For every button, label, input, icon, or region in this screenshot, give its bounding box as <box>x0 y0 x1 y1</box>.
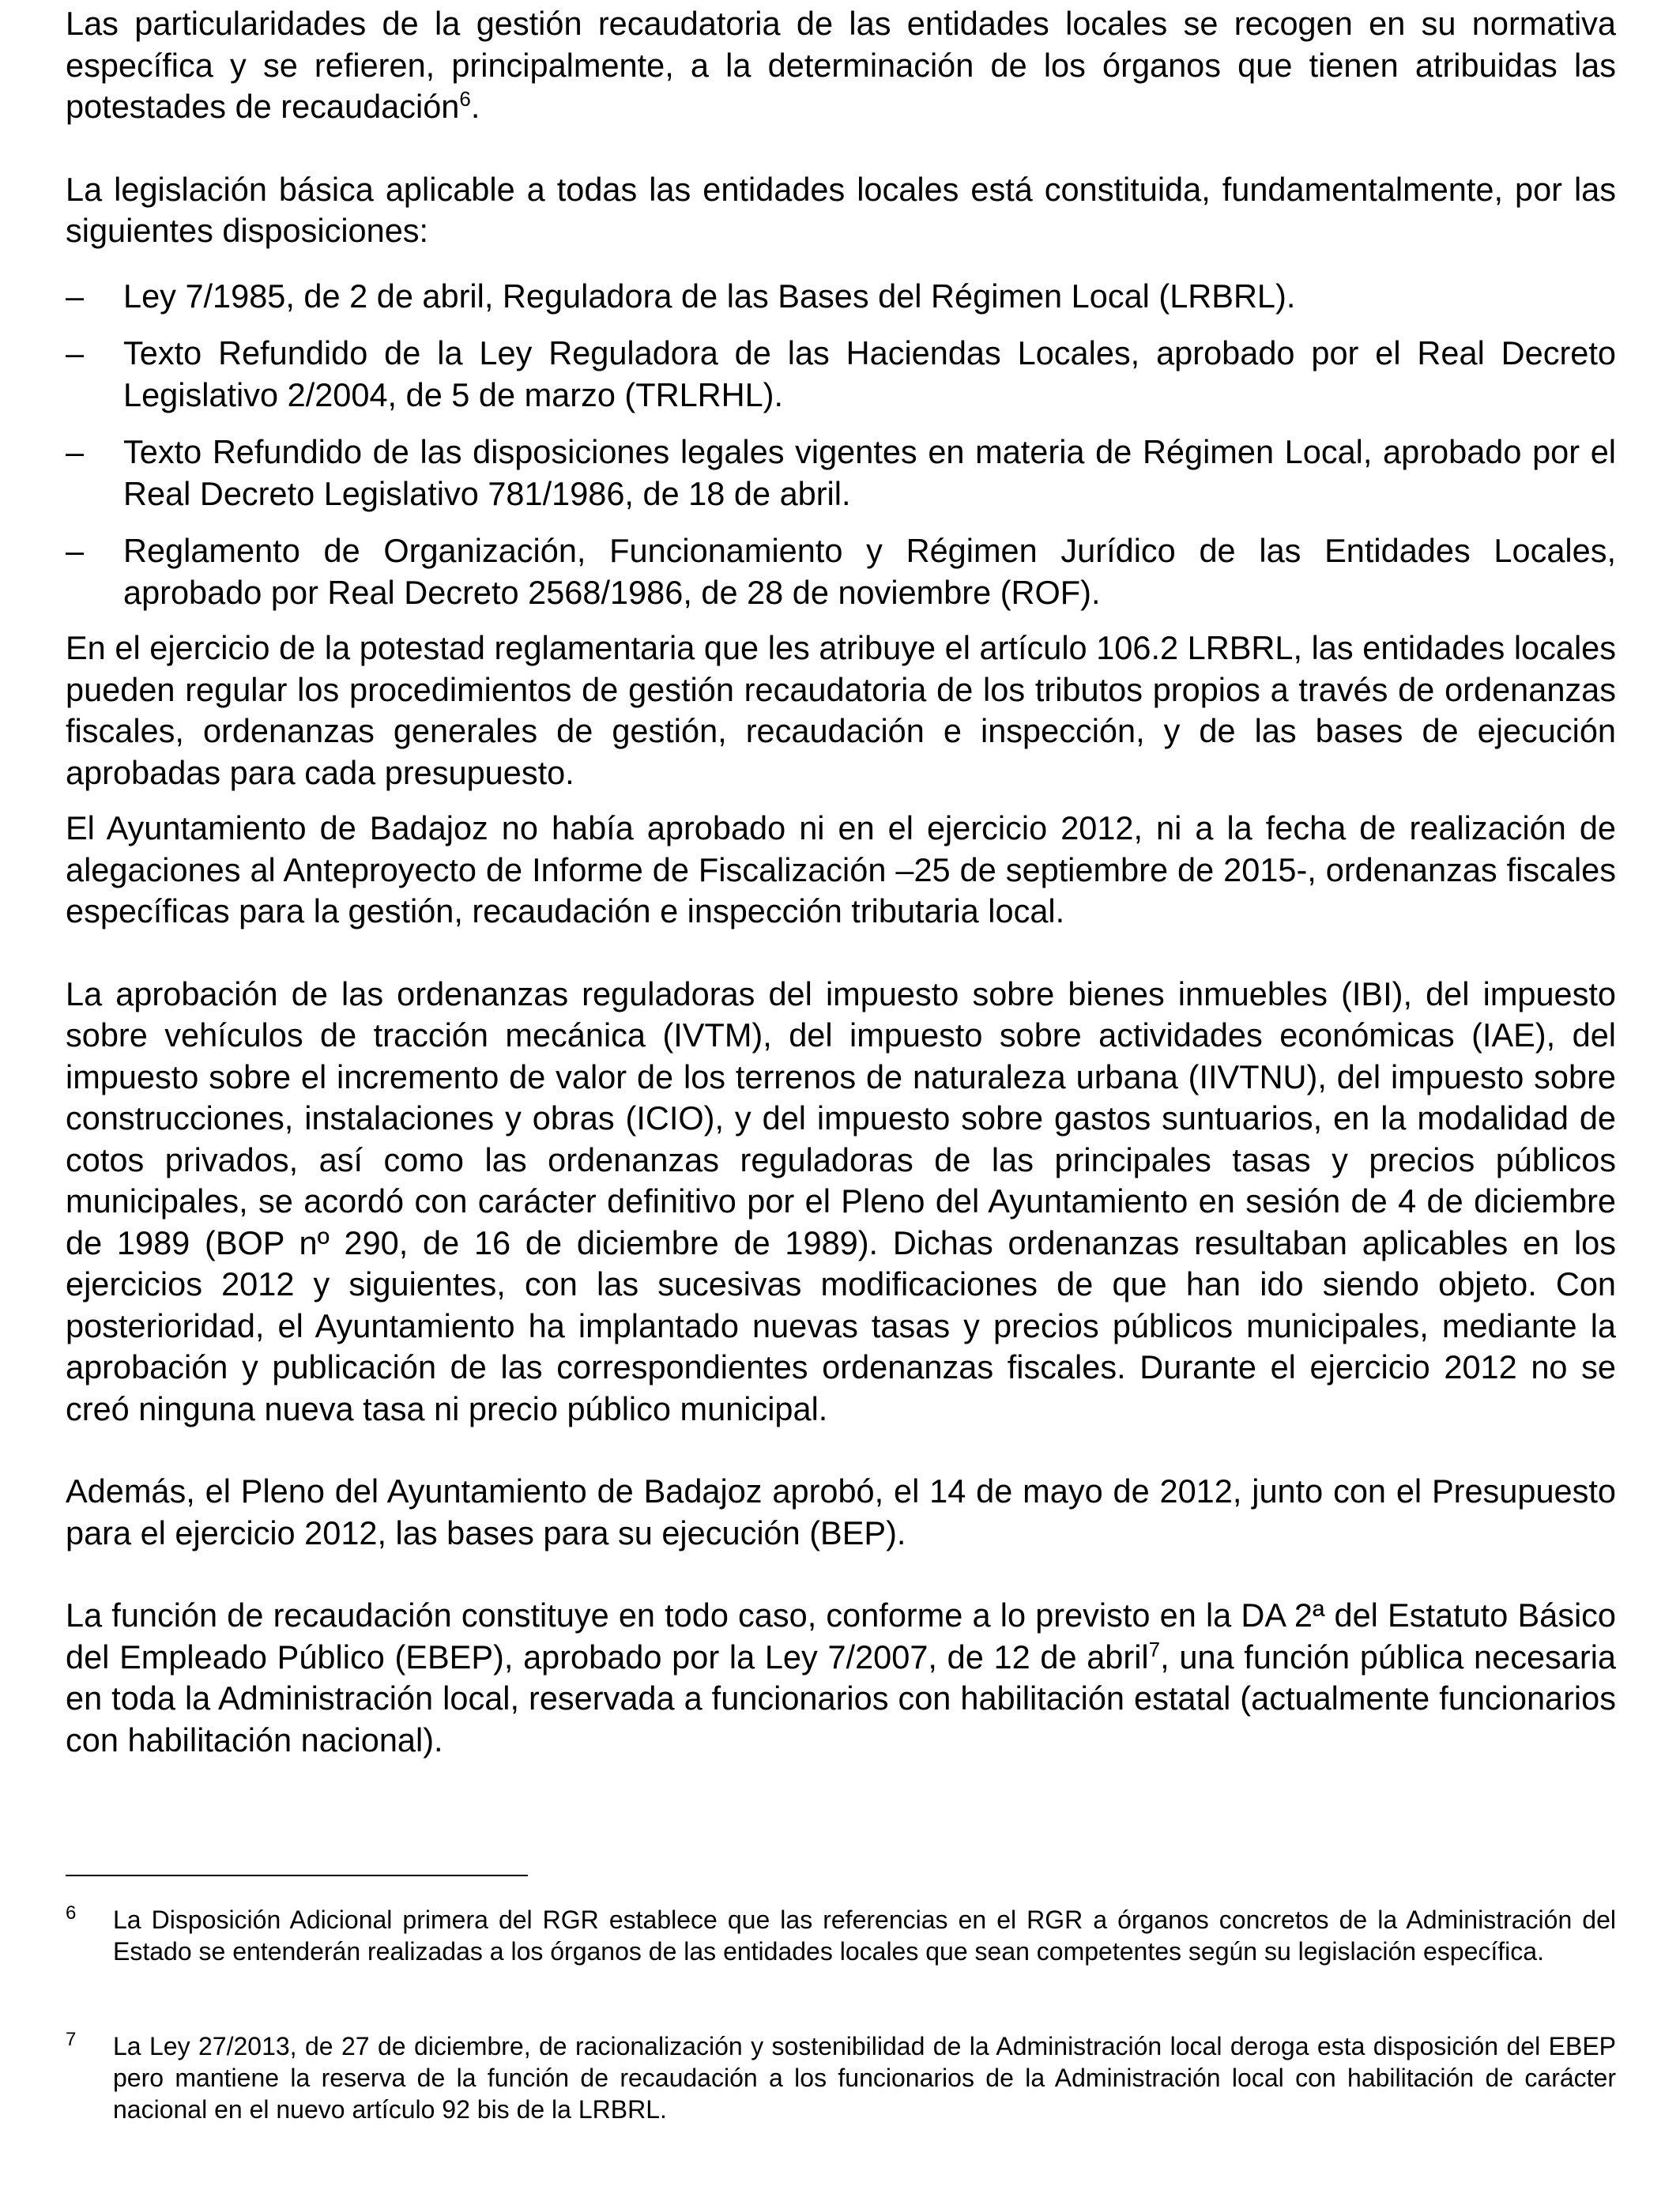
paragraph-pleno-bep: Además, el Pleno del Ayuntamiento de Badajoz aprobó, el 14 de mayo de 2012, junto con el Presupuesto para el ejercicio 2012, las bases para su ejecución (BEP). <box>66 1472 1616 1551</box>
list-item-text: Texto Refundido de las disposiciones legales vigentes en materia de Régimen Local, aprobado por el Real Decreto Legislativo 781/1986, de 18 de abril. <box>123 433 1616 512</box>
paragraph-ayuntamiento-badajoz: El Ayuntamiento de Badajoz no había aprobado ni en el ejercicio 2012, ni a la fecha de realización de alegaciones al Anteproyecto de Informe de Fiscalización –25 de septiembre de 2015-, ordenanzas fiscales específicas para la gestión, recaudación e inspección tributaria local. <box>66 809 1616 929</box>
list-item-text: Ley 7/1985, de 2 de abril, Reguladora de las Bases del Régimen Local (LRBRL). <box>123 277 1296 315</box>
paragraph-potestad-reglamentaria: En el ejercicio de la potestad reglamentaria que les atribuye el artículo 106.2 LRBRL, las entidades locales pueden regular los procedimientos de gestión recaudatoria de los tributos propios a través de ordenanzas fiscales, ordenanzas generales de gestión, recaudación e inspección, y de las bases de ejecución aprobadas para cada presupuesto. <box>66 629 1616 791</box>
footnote-text: La Ley 27/2013, de 27 de diciembre, de racionalización y sostenibilidad de la Administración local deroga esta disposición del EBEP pero mantiene la reserva de la función de recaudación a los funcionarios de la Administración local con habilitación de carácter nacional en el nuevo artículo 92 bis de la LRBRL. <box>113 2032 1616 2124</box>
list-item <box>66 432 1616 515</box>
footnote-separator <box>66 1875 528 1876</box>
footnote-number: 6 <box>66 1902 77 1924</box>
paragraph-particularidades <box>66 3 1616 128</box>
list-item <box>66 333 1616 416</box>
list-item <box>66 276 1616 318</box>
list-item-text: Texto Refundido de la Ley Reguladora de las Haciendas Locales, aprobado por el Real Decreto Legislativo 2/2004, de 5 de marzo (TRLRHL). <box>123 334 1616 413</box>
paragraph-ordenanzas: La aprobación de las ordenanzas reguladoras del impuesto sobre bienes inmuebles (IBI), del impuesto sobre vehículos de tracción mecánica (IVTM), del impuesto sobre actividades económicas (IAE), del impuesto sobre el incremento de valor de los terrenos de naturaleza urbana (IIVTNU), del impuesto sobre construcciones, instalaciones y obras (ICIO), y del impuesto sobre gastos suntuarios, en la modalidad de cotos privados, así como las ordenanzas reguladoras de las principales tasas y precios públicos municipales, se acordó con carácter definitivo por el Pleno del Ayuntamiento en sesión de 4 de diciembre de 1989 (BOP nº 290, de 16 de diciembre de 1989). Dichas ordenanzas resultaban aplicables en los ejercicios 2012 y siguientes, con las sucesivas modificaciones de que han ido siendo objeto. Con posterioridad, el Ayuntamiento ha implantado nuevas tasas y precios públicos municipales, mediante la aprobación y publicación de las correspondientes ordenanzas fiscales. Durante el ejercicio 2012 no se creó ninguna nueva tasa ni precio público municipal. <box>66 974 1616 1427</box>
dash-bullet: – <box>66 277 85 315</box>
paragraph-text: La función de recaudación constituye en todo caso, conforme a lo previsto en la DA 2ª del Estatuto Básico del Empleado Público (EBEP), aprobado por la Ley 7/2007, de 12 de abril <box>66 1596 1616 1676</box>
footnote-7 <box>66 2030 1616 2125</box>
paragraph-funcion-recaudacion <box>66 1595 1616 1761</box>
legislation-list <box>66 276 1616 614</box>
footnote-number: 7 <box>66 2029 77 2050</box>
list-item-text: Reglamento de Organización, Funcionamiento y Régimen Jurídico de las Entidades Locales, aprobado por Real Decreto 2568/1986, de 28 de noviembre (ROF). <box>123 532 1616 611</box>
paragraph-legislacion-basica: La legislación básica aplicable a todas las entidades locales está constituida, fundamentalmente, por las siguientes disposiciones: <box>66 170 1616 249</box>
dash-bullet: – <box>66 532 85 569</box>
footnote-6 <box>66 1904 1616 1967</box>
dash-bullet: – <box>66 334 85 371</box>
paragraph-text: . <box>470 88 480 125</box>
footnote-text: La Disposición Adicional primera del RGR establece que las referencias en el RGR a órganos concretos de la Administración del Estado se entenderán realizadas a los órganos de las entidades locales que sean competentes según su legislación específica. <box>113 1906 1616 1966</box>
footnote-ref-6[interactable]: 6 <box>459 87 471 111</box>
dash-bullet: – <box>66 433 85 470</box>
document-body <box>66 3 1616 1761</box>
footnote-ref-7[interactable]: 7 <box>1148 1637 1161 1661</box>
list-item <box>66 530 1616 613</box>
paragraph-text: , una función pública necesaria en toda la Administración local, reservada a funcionarios con habilitación estatal (actualmente funcionarios con habilitación nacional). <box>66 1638 1616 1759</box>
paragraph-text: Las particularidades de la gestión recaudatoria de las entidades locales se recogen en su normativa específica y se refieren, principalmente, a la determinación de los órganos que tienen atribuidas las potestades de recaudación <box>66 5 1616 125</box>
